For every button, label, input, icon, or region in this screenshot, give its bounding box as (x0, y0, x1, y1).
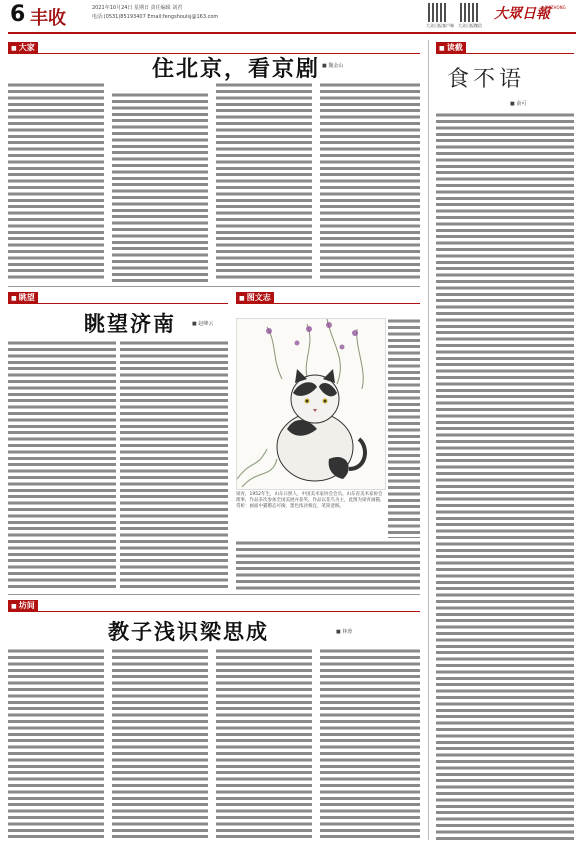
article-body (216, 82, 312, 282)
article-body (8, 82, 104, 282)
contact-meta: 电话:(0531)85193407 Email:fengshoulsj@163.com (92, 14, 219, 20)
article-title: 眺望济南 (84, 311, 176, 336)
page-header (0, 0, 580, 34)
header-rule (8, 32, 576, 34)
article-author: ■ 魏金山 (322, 63, 344, 69)
cat-painting (236, 318, 386, 490)
section-label-yanying: ■ 眺望 (8, 292, 38, 303)
article-author: ■ 俞可 (510, 101, 527, 107)
article-body (112, 648, 208, 840)
section-label-fangwen: ■ 坊间 (8, 600, 38, 611)
newspaper-logo: 大眾日報 (494, 6, 550, 22)
qr-label-wechat: 大众日报微信 (458, 23, 482, 28)
article-body (236, 540, 420, 590)
section-divider (8, 286, 420, 287)
article-body (112, 92, 208, 282)
issue-meta: 2021年10月24日 星期日 责任编辑 刘君 (92, 5, 183, 11)
section-label-tuwen: ■ 图文志 (236, 292, 274, 303)
cat-painting-icon (237, 319, 385, 489)
section-rule (8, 303, 228, 304)
article-body (216, 648, 312, 840)
article-body (8, 340, 116, 590)
article-author: ■ 赵峰云 (192, 321, 214, 327)
article-body (436, 112, 574, 840)
painting-caption: 梁青，1952年生，山东日照人，中国美术家协会会员。山东省美术家协会理事，作品多次参加全国美展并获奖。作品以花鸟为主，此图为梁青画猫，赏析：画面中猫憨态可掬，墨色浓淡相宜，笔简意赅。 (236, 492, 385, 509)
article-body (320, 648, 420, 840)
article-title: 食不语 (447, 67, 526, 92)
column-divider (428, 40, 429, 840)
section-rule (236, 303, 420, 304)
article-title: 住北京，看京剧 (152, 56, 321, 82)
section-label-dajia: ■ 大家 (8, 42, 38, 53)
section-rule (436, 53, 574, 54)
article-body (8, 648, 104, 840)
qr-label-app: 大众日报客户端 (426, 23, 454, 28)
article-title: 教子浅识梁思成 (108, 619, 269, 644)
article-body (120, 340, 228, 590)
section-label-duzhai: ■ 读截 (436, 42, 466, 53)
section-divider (8, 594, 420, 595)
section-rule (8, 611, 420, 612)
article-author: ■ 林蓉 (336, 629, 353, 635)
qr-code-icon[interactable] (428, 3, 447, 22)
article-body (320, 82, 420, 282)
newspaper-logo-sub: DAZHONG (545, 5, 566, 10)
page-name: 丰收 (30, 8, 66, 29)
qr-code-icon[interactable] (460, 3, 479, 22)
page-number: 6 (10, 2, 26, 27)
article-body (388, 318, 420, 538)
